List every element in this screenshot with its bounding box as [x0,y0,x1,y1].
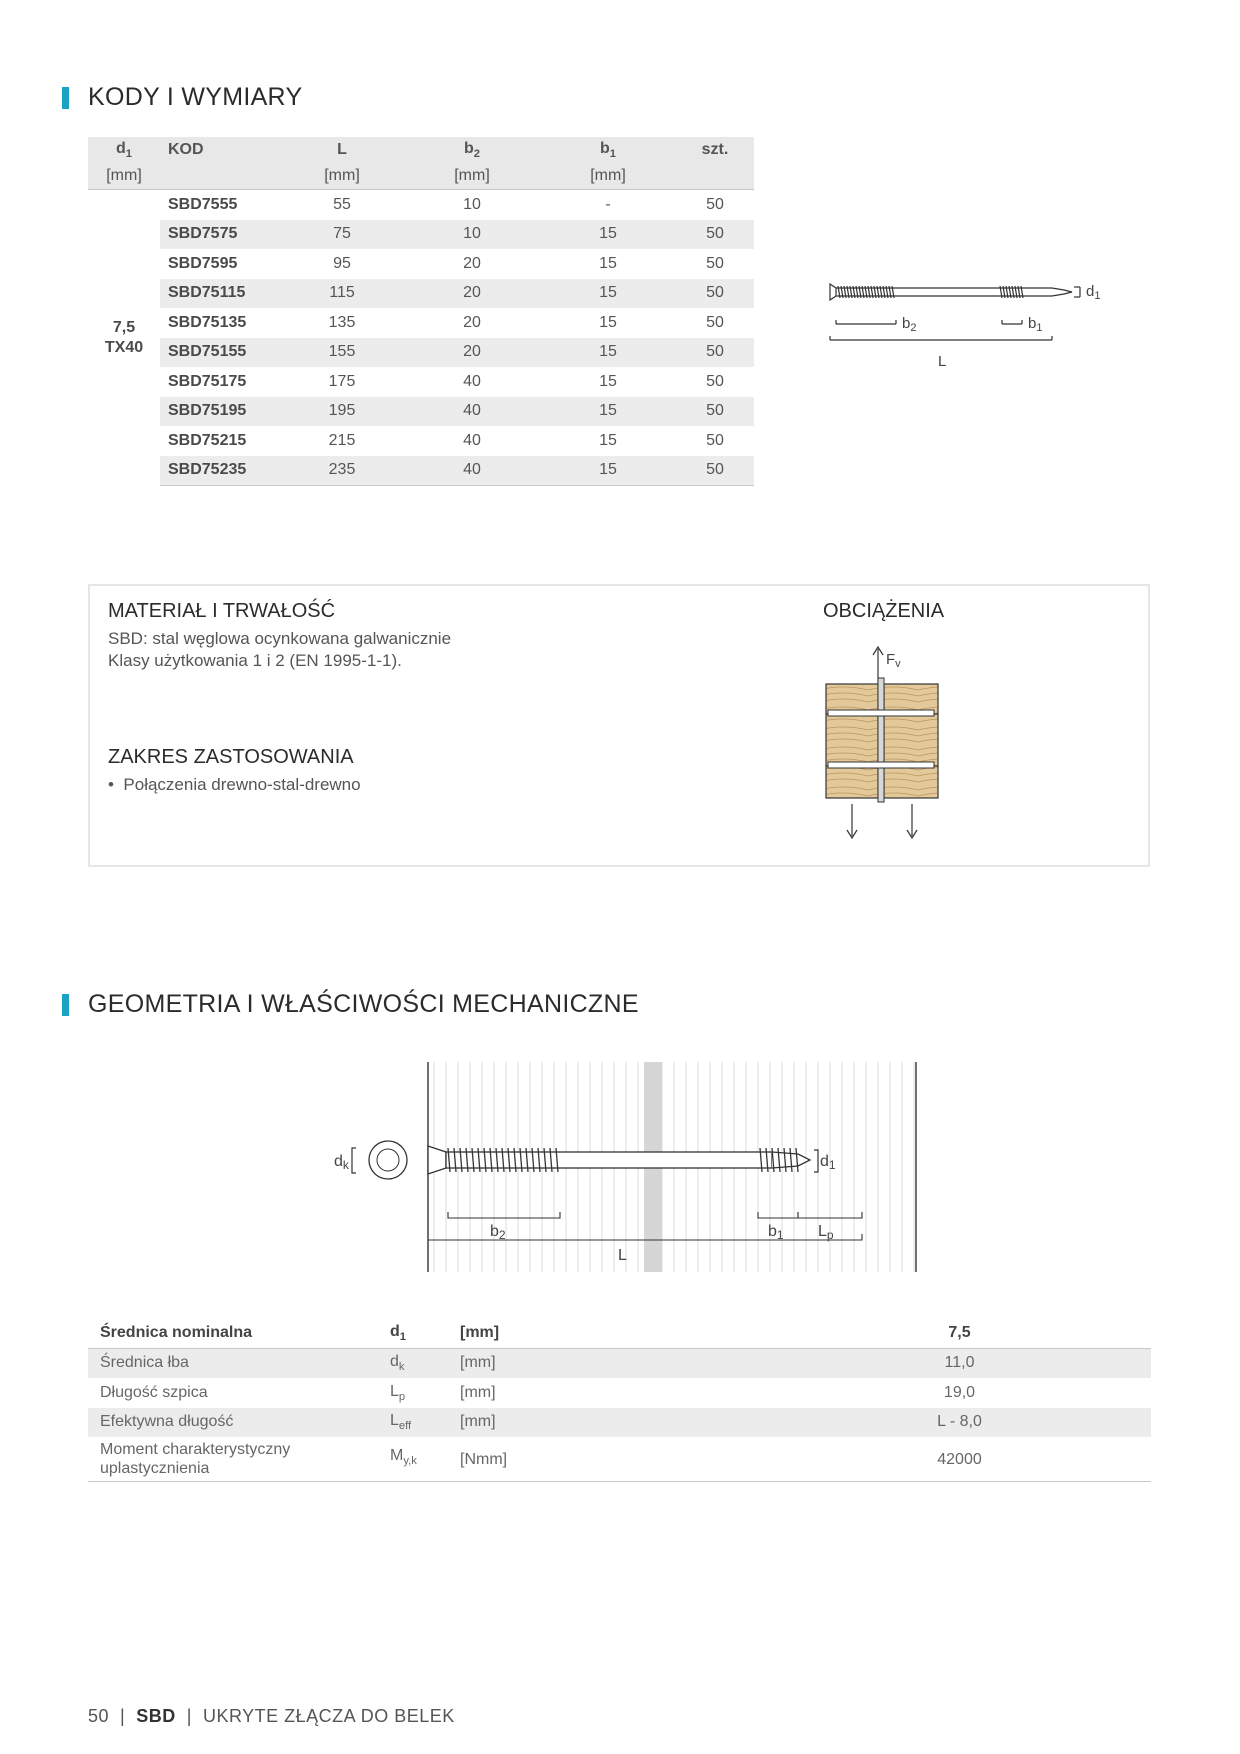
cell-b1: 15 [599,254,617,272]
header-szt: szt. [676,137,754,163]
cell-L: 195 [280,397,404,427]
geometry-diagram [330,1062,930,1272]
mech-name: Moment charakterystyczny uplastycznienia [88,1437,378,1482]
mech-unit: [mm] [460,1383,496,1401]
mech-symbol: $d_1$ [378,1318,448,1348]
table-row [88,249,754,279]
mech-unit: [mm] [448,1408,768,1438]
section-title-geometry: GEOMETRIA I WŁAŚCIWOŚCI MECHANICZNE [88,990,639,1018]
table-row [88,220,754,250]
force-label: $F_v$ [886,651,901,670]
footer-product: SBD [136,1706,176,1726]
material-class: Klasy użytkowania 1 i 2 (EN 1995-1-1). [108,651,402,670]
cell-b2: 40 [463,372,481,390]
cell-b1: 15 [540,456,676,486]
unit-szt [676,163,754,190]
mech-unit: [Nmm] [448,1437,768,1482]
cell-L: 75 [280,220,404,250]
cell-szt: 50 [706,195,724,213]
cell-b2: 40 [404,456,540,486]
cell-b2: 20 [463,313,481,331]
cell-szt: 50 [676,397,754,427]
cell-kod: SBD7595 [168,254,238,272]
footer-separator: | [186,1706,192,1726]
cell-kod: SBD75215 [168,431,247,449]
load-diagram [818,644,948,844]
unit-L: [mm] [280,163,404,190]
page-number: 50 [88,1706,110,1726]
cell-b1: 15 [599,313,617,331]
cell-kod: SBD75175 [168,372,247,390]
unit-d1: [mm] [88,163,160,190]
cell-L: 235 [280,456,404,486]
mech-value: 19,0 [943,1383,976,1401]
cell-b2: 40 [404,397,540,427]
unit-kod [160,163,280,190]
mech-name: Efektywna długość [88,1408,378,1438]
cell-b1: 15 [540,397,676,427]
label-dk: dk [334,1153,349,1172]
header-d1: $d_1$ [88,137,160,163]
mech-value: L - 8,0 [768,1408,1151,1438]
cell-b1: 15 [599,431,617,449]
section-accent-bar [62,87,69,109]
label-b2: b2 [490,1223,506,1242]
cell-L: 215 [328,431,356,449]
label-b1: b1 [768,1223,784,1242]
table-row [88,1318,1151,1348]
loads-title: OBCIĄŻENIA [823,600,945,622]
page-footer [88,1706,455,1727]
cell-kod: SBD75235 [160,456,280,486]
mech-symbol: $M_{y,k}$ [378,1437,448,1482]
header-L: L [280,137,404,163]
table-row [88,338,754,368]
mech-name: Długość szpica [100,1383,208,1401]
d1-value: 7,5 TX40 [88,190,160,486]
label-d1: $d_1$ [1086,283,1101,302]
cell-L: 55 [333,195,351,213]
table-row [88,1348,1151,1378]
cell-szt: 50 [676,279,754,309]
table-row [88,456,754,486]
table-row [88,397,754,427]
cell-L: 135 [328,313,356,331]
cell-b2: 40 [463,431,481,449]
cell-b2: 20 [404,338,540,368]
label-d1: d1 [820,1153,836,1172]
mech-name: Średnica łba [88,1348,378,1378]
mech-value: 7,5 [768,1318,1151,1348]
mech-unit: [mm] [448,1318,768,1348]
material-desc: : stal węglowa ocynkowana galwanicznie [142,629,452,648]
table-row [88,1408,1151,1438]
mechanical-table [88,1318,1151,1482]
cell-b1: 15 [599,372,617,390]
mech-symbol: $L_{eff}$ [378,1408,448,1438]
cell-kod: SBD75135 [168,313,247,331]
header-b1: $b_1$ [540,137,676,163]
cell-L: 175 [328,372,356,390]
unit-b1: [mm] [540,163,676,190]
cell-L: 115 [280,279,404,309]
cell-b1: 15 [540,279,676,309]
cell-b2: 10 [404,220,540,250]
cell-b2: 20 [463,254,481,272]
mech-unit: [mm] [448,1348,768,1378]
label-Lp: Lp [818,1223,834,1242]
cell-L: 155 [280,338,404,368]
mech-name: Średnica nominalna [88,1318,378,1348]
cell-szt: 50 [676,338,754,368]
table-row [88,308,754,338]
cell-kod: SBD75195 [160,397,280,427]
label-b2: $b_2$ [902,315,917,334]
cell-b2: 10 [463,195,481,213]
cell-L: 95 [333,254,351,272]
usage-list [108,774,361,796]
cell-b1: - [605,195,611,213]
table-row [88,190,754,220]
cell-kod: SBD7575 [160,220,280,250]
material-text [108,628,728,672]
mech-value: 11,0 [768,1348,1151,1378]
footer-separator: | [120,1706,126,1726]
mech-symbol: $L_p$ [390,1382,406,1403]
cell-b1: 15 [540,338,676,368]
cell-szt: 50 [676,220,754,250]
mech-value: 42000 [768,1437,1151,1482]
cell-kod: SBD75115 [160,279,280,309]
unit-b2: [mm] [404,163,540,190]
table-row [88,367,754,397]
codes-table [88,137,754,486]
material-usage-box [88,584,1150,867]
cell-szt: 50 [706,313,724,331]
header-b2: $b_2$ [404,137,540,163]
cell-szt: 50 [706,431,724,449]
cell-b2: 20 [404,279,540,309]
cell-szt: 50 [706,254,724,272]
section-accent-bar [62,994,69,1016]
cell-b1: 15 [540,220,676,250]
table-row [88,1437,1151,1482]
table-row [88,279,754,309]
label-L: L [938,353,947,370]
footer-title: UKRYTE ZŁĄCZA DO BELEK [202,1706,455,1726]
usage-title: ZAKRES ZASTOSOWANIA [108,746,354,768]
label-L: L [618,1247,627,1264]
cell-kod: SBD7555 [168,195,238,213]
mech-symbol: $d_k$ [378,1348,448,1378]
screw-dimension-diagram [820,276,1140,376]
section-title-codes: KODY I WYMIARY [88,83,303,111]
label-b1: $b_1$ [1028,315,1043,334]
table-row [88,426,754,456]
cell-szt: 50 [706,372,724,390]
usage-item: • Połączenia drewno-stal-drewno [108,775,361,794]
cell-kod: SBD75155 [160,338,280,368]
material-title: MATERIAŁ I TRWAŁOŚĆ [108,600,336,622]
header-kod: KOD [160,137,280,163]
table-row [88,1378,1151,1408]
material-code: SBD [108,629,143,648]
cell-szt: 50 [676,456,754,486]
